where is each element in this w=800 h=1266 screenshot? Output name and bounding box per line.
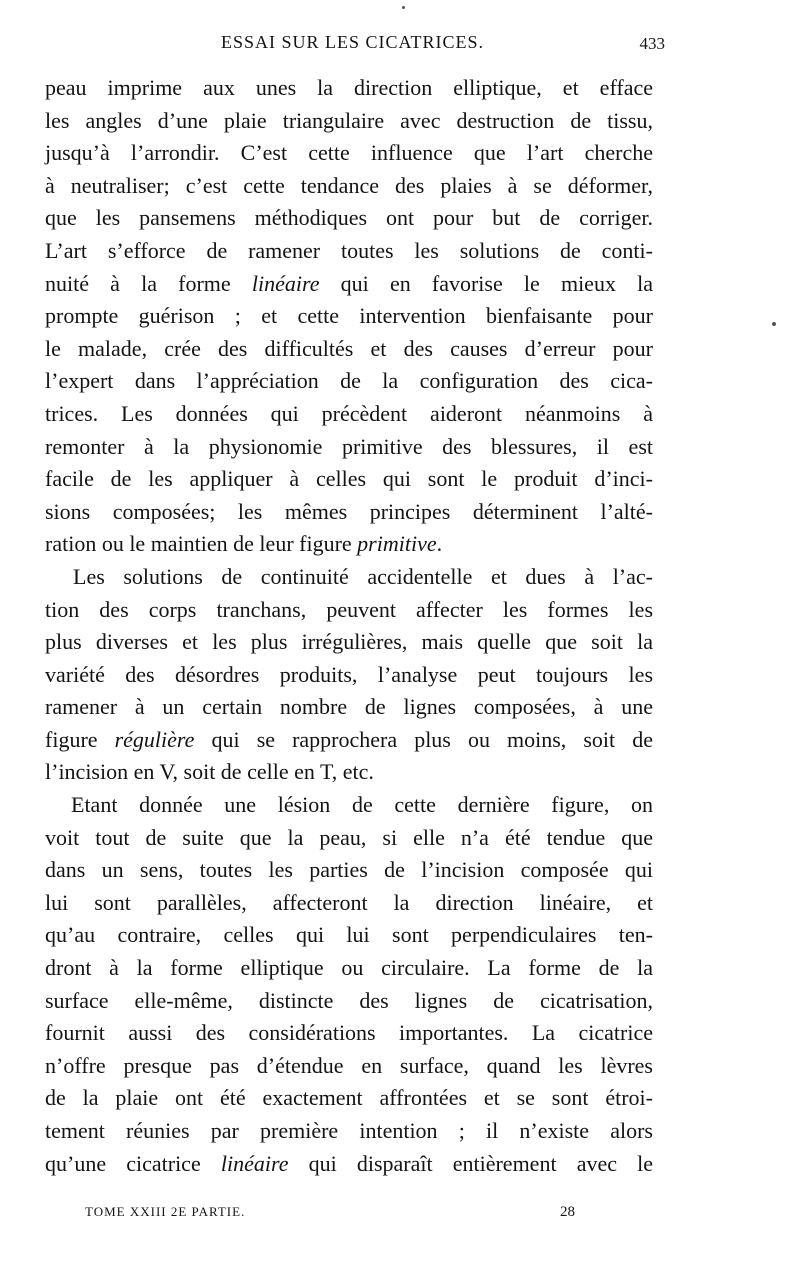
- page-number: 433: [639, 34, 665, 53]
- text-line: jusqu’à l’arrondir. C’est cette influence que l’art cherche: [45, 140, 653, 166]
- text-line: n’offre presque pas d’étendue en surface, quand les lèvres: [45, 1052, 653, 1078]
- text-line: trices. Les données qui précèdent aideront néanmoins à: [45, 400, 653, 426]
- italic-term: linéaire: [251, 270, 320, 296]
- text-line: de la plaie ont été exactement affrontées et se sont étroi-: [45, 1085, 653, 1111]
- page-footer: [85, 1204, 575, 1228]
- text-line: qu’au contraire, celles qui lui sont perpendiculaires ten-: [45, 922, 653, 948]
- text-line: plus diverses et les plus irrégulières, mais quelle que soit la: [45, 629, 653, 655]
- text-line: prompte guérison ; et cette intervention bienfaisante pour: [45, 303, 653, 329]
- body-text: [45, 72, 653, 1180]
- text-line: dront à la forme elliptique ou circulaire. La forme de la: [45, 955, 653, 981]
- text-line: à neutraliser; c’est cette tendance des plaies à se déformer,: [45, 172, 653, 198]
- text-line: peau imprime aux unes la direction elliptique, et efface: [45, 75, 653, 100]
- text-line: l’incision en V, soit de celle en T, etc.: [45, 759, 374, 785]
- text-line: ramener à un certain nombre de lignes composées, à une: [45, 694, 653, 720]
- running-head: [40, 30, 665, 60]
- text-line: tement réunies par première intention ; il n’existe alors: [45, 1118, 653, 1143]
- italic-term: régulière: [114, 726, 195, 752]
- signature-number: 28: [560, 1204, 575, 1220]
- text-line: variété des désordres produits, l’analyse peut toujours les: [45, 661, 653, 687]
- text-line: remonter à la physionomie primitive des blessures, il est: [45, 433, 653, 459]
- text-line: Les solutions de continuité accidentelle et dues à l’ac-: [73, 563, 653, 589]
- text-line: figure régulière qui se rapprochera plus ou moins, soit de: [45, 726, 653, 752]
- text-line: L’art s’efforce de ramener toutes les solutions de conti-: [45, 237, 653, 263]
- text-line: Etant donnée une lésion de cette dernière figure, on: [71, 792, 653, 818]
- text-line: les angles d’une plaie triangulaire avec destruction de tissu,: [45, 107, 653, 133]
- text-line: dans un sens, toutes les parties de l’incision composée qui: [45, 857, 653, 883]
- text-line: qu’une cicatrice linéaire qui disparaît entièrement avec le: [45, 1150, 653, 1176]
- text-line: ration ou le maintien de leur figure primitive.: [45, 531, 443, 557]
- text-line: fournit aussi des considérations importantes. La cicatrice: [45, 1020, 653, 1046]
- text-line: le malade, crée des difficultés et des causes d’erreur pour: [45, 335, 653, 361]
- print-speck: [402, 6, 405, 9]
- running-title: ESSAI SUR LES CICATRICES.: [220, 32, 485, 52]
- text-line: nuité à la forme linéaire qui en favorise le mieux la: [45, 270, 653, 296]
- signature-mark: TOME XXIII 2E PARTIE.: [85, 1204, 246, 1219]
- text-line: surface elle-même, distincte des lignes de cicatrisation,: [45, 987, 653, 1013]
- text-line: lui sont parallèles, affecteront la direction linéaire, et: [45, 889, 653, 915]
- text-line: sions composées; les mêmes principes déterminent l’alté-: [45, 498, 653, 524]
- print-speck: [772, 322, 776, 326]
- italic-term: primitive: [357, 531, 437, 557]
- text-line: facile de les appliquer à celles qui sont le produit d’inci-: [45, 466, 653, 492]
- text-line: tion des corps tranchans, peuvent affecter les formes les: [45, 596, 653, 622]
- text-line: voit tout de suite que la peau, si elle n’a été tendue que: [45, 824, 653, 850]
- text-line: l’expert dans l’appréciation de la configuration des cica-: [45, 368, 653, 394]
- text-line: que les pansemens méthodiques ont pour but de corriger.: [45, 205, 653, 231]
- italic-term: linéaire: [220, 1150, 289, 1176]
